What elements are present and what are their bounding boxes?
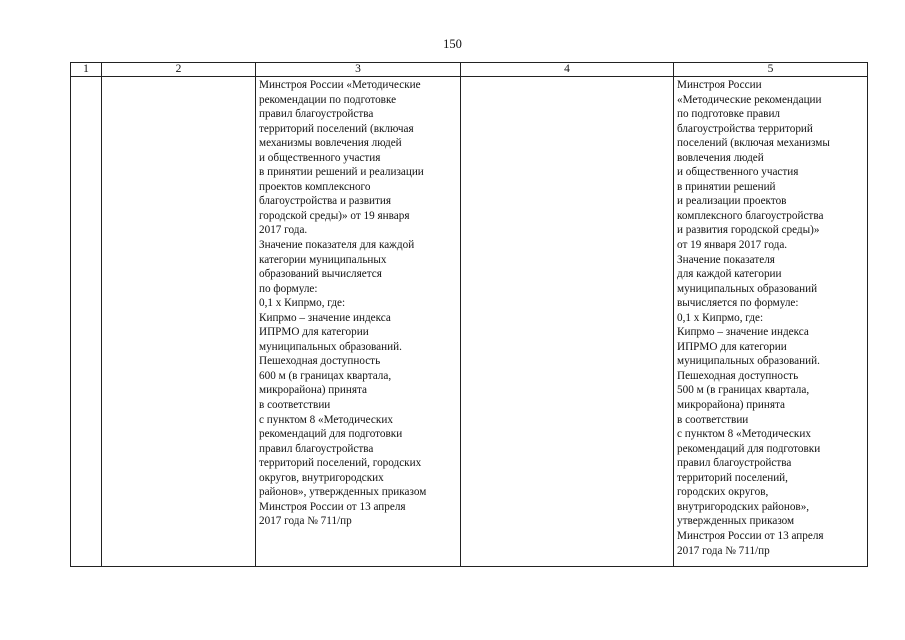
text-line: микрорайона) принята [677, 399, 785, 412]
cell-col-5 [674, 77, 868, 567]
text-line: округов, внутригородских [259, 471, 384, 484]
text-line: Минстроя России «Методические [259, 79, 421, 91]
text-line: 2017 года № 711/пр [677, 544, 770, 557]
text-line: территорий поселений, городских [259, 457, 422, 470]
cell-col-3 [256, 77, 461, 567]
text-line: Кипрмо – значение индекса [259, 311, 391, 324]
column-header-5: 5 [674, 63, 868, 77]
cell-col-4 [461, 77, 674, 567]
text-line: в соответствии [259, 399, 331, 412]
text-line: и реализации проектов [677, 195, 787, 208]
text-line: с пунктом 8 «Методических [259, 413, 393, 426]
text-line: районов», утвержденных приказом [259, 486, 427, 499]
text-line: и общественного участия [677, 166, 799, 179]
text-line: ИПРМО для категории [677, 340, 787, 353]
text-line: проектов комплексного [259, 180, 371, 193]
text-line: вовлечения людей [677, 151, 764, 164]
text-line: территорий поселений, [677, 471, 788, 484]
text-line: в соответствии [677, 413, 749, 426]
text-line: правил благоустройства [259, 442, 374, 455]
column-header-3: 3 [256, 63, 461, 77]
text-line: для каждой категории [677, 268, 782, 281]
text-line: Пешеходная доступность [259, 355, 381, 368]
table-header-row [71, 63, 868, 77]
text-line: городской среды)» от 19 января [259, 209, 410, 222]
text-line: механизмы вовлечения людей [259, 137, 402, 150]
text-line: по формуле: [259, 282, 318, 295]
text-line: благоустройства и развития [259, 195, 392, 208]
text-line: внутригородских районов», [677, 500, 810, 513]
text-line: Значение показателя для каждой [259, 239, 415, 252]
text-line: комплексного благоустройства [677, 209, 824, 222]
text-line: с пунктом 8 «Методических [677, 428, 811, 441]
text-line: вычисляется по формуле: [677, 297, 799, 310]
text-line: 600 м (в границах квартала, [259, 369, 392, 382]
text-line: в принятии решений [677, 180, 776, 193]
text-line: рекомендаций для подготовки [259, 428, 403, 441]
text-line: рекомендаций для подготовки [677, 442, 821, 455]
column-header-1: 1 [71, 63, 102, 77]
text-line: городских округов, [677, 486, 769, 499]
text-line: образований вычисляется [259, 268, 382, 281]
text-line: Значение показателя [677, 253, 775, 266]
text-line: муниципальных образований. [259, 340, 402, 353]
cell-col-1 [71, 77, 102, 567]
text-line: муниципальных образований. [677, 355, 820, 368]
document-table [70, 62, 868, 567]
column-header-2: 2 [102, 63, 256, 77]
text-line: Пешеходная доступность [677, 369, 799, 382]
text-line: в принятии решений и реализации [259, 166, 424, 179]
text-line: 2017 года. [259, 224, 308, 237]
text-line: правил благоустройства [677, 457, 792, 470]
text-line: «Методические рекомендации [677, 93, 822, 106]
text-line: Минстроя России от 13 апреля [259, 500, 406, 513]
text-line: 0,1 х Кипрмо, где: [677, 311, 764, 324]
text-line: муниципальных образований [677, 282, 818, 295]
text-line: по подготовке правил [677, 108, 781, 121]
text-line: правил благоустройства [259, 108, 374, 121]
text-line: от 19 января 2017 года. [677, 239, 788, 252]
cell-col-2 [102, 77, 256, 567]
text-line: Минстроя России от 13 апреля [677, 529, 824, 542]
text-line: 500 м (в границах квартала, [677, 384, 810, 397]
text-line: территорий поселений (включая [259, 122, 414, 135]
text-line: категории муниципальных [259, 253, 387, 266]
page-number: 150 [443, 37, 462, 51]
text-line: утвержденных приказом [677, 515, 795, 528]
text-line: и развития городской среды)» [677, 224, 820, 237]
text-line: ИПРМО для категории [259, 326, 369, 339]
text-line: 2017 года № 711/пр [259, 515, 352, 528]
text-line: микрорайона) принята [259, 384, 367, 397]
text-line: 0,1 х Кипрмо, где: [259, 297, 346, 310]
text-line: поселений (включая механизмы [677, 137, 830, 150]
text-line: Кипрмо – значение индекса [677, 326, 809, 339]
table-row [71, 77, 868, 567]
text-line: рекомендации по подготовке [259, 93, 397, 106]
text-line: благоустройства территорий [677, 122, 813, 135]
text-line: и общественного участия [259, 151, 381, 164]
column-header-4: 4 [461, 63, 674, 77]
text-line: Минстроя России [677, 79, 762, 91]
